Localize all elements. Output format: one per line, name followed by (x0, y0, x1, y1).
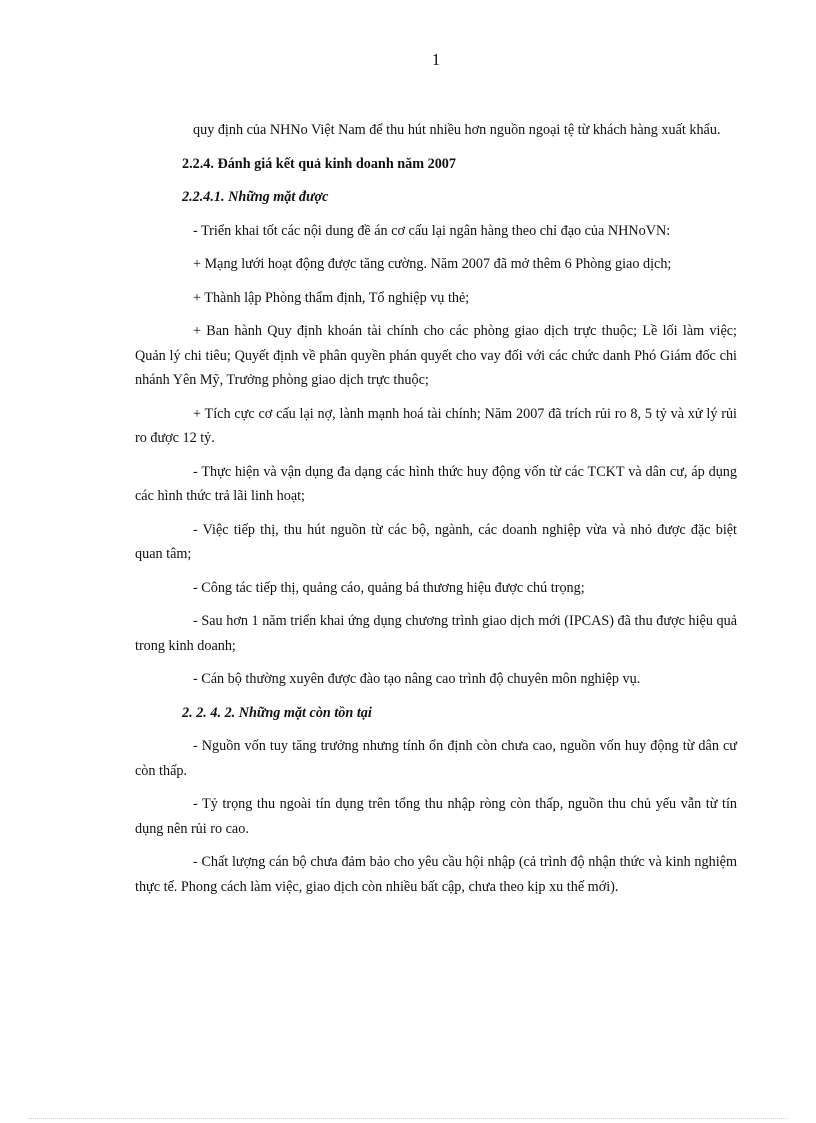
list-item: - Nguồn vốn tuy tăng trưởng nhưng tính ổn định còn chưa cao, nguồn vốn huy động từ dân cư còn thấp. (135, 738, 737, 779)
list-item: + Thành lập Phòng thẩm định, Tổ nghiệp vụ thẻ; (193, 289, 470, 306)
page-number: 1 (431, 50, 441, 69)
list-item: - Chất lượng cán bộ chưa đảm bảo cho yêu cầu hội nhập (cả trình độ nhận thức và kinh nghiệm thực tế. Phong cách làm việc, giao dịch còn nhiều bất cập, chưa theo kịp xu thế mới). (135, 854, 737, 895)
list-item: - Triển khai tốt các nội dung đề án cơ cấu lại ngân hàng theo chỉ đạo của NHNoVN: (193, 222, 671, 239)
list-item: - Cán bộ thường xuyên được đào tạo nâng cao trình độ chuyên môn nghiệp vụ. (193, 671, 641, 687)
list-item: + Ban hành Quy định khoán tài chính cho các phòng giao dịch trực thuộc; Lề lối làm việc; Quản lý chi tiêu; Quyết định về phân quyền phán quyết cho vay đối với các chức danh Phó Giám đốc chi nhánh Yên Mỹ, Trưởng phòng giao dịch trực thuộc; (135, 323, 737, 388)
page-bottom-divider (28, 1118, 788, 1119)
document-body (135, 118, 737, 899)
paragraph: quy định của NHNo Việt Nam để thu hút nhiều hơn nguồn ngoại tệ từ khách hàng xuất khẩu. (193, 122, 721, 138)
subsection-heading-weaknesses: 2. 2. 4. 2. Những mặt còn tồn tại (182, 704, 372, 721)
section-heading: 2.2.4. Đánh giá kết quả kinh doanh năm 2007 (182, 155, 456, 172)
list-item: - Việc tiếp thị, thu hút nguồn từ các bộ, ngành, các doanh nghiệp vừa và nhỏ được đặc biệt quan tâm; (135, 521, 737, 562)
list-item: - Công tác tiếp thị, quảng cáo, quảng bá thương hiệu được chú trọng; (193, 579, 585, 596)
subsection-heading-strengths: 2.2.4.1. Những mặt được (182, 189, 329, 205)
list-item: - Thực hiện và vận dụng đa dạng các hình thức huy động vốn từ các TCKT và dân cư, áp dụng các hình thức trả lãi linh hoạt; (135, 463, 737, 504)
list-item: + Tích cực cơ cấu lại nợ, lành mạnh hoá tài chính; Năm 2007 đã trích rủi ro 8, 5 tỷ và xử lý rủi ro được 12 tỷ. (135, 405, 737, 446)
list-item: - Tỷ trọng thu ngoài tín dụng trên tổng thu nhập ròng còn thấp, nguồn thu chủ yếu vẫn từ tín dụng nên rủi ro cao. (135, 796, 737, 837)
list-item: + Mạng lưới hoạt động được tăng cường. Năm 2007 đã mở thêm 6 Phòng giao dịch; (193, 256, 672, 272)
list-item: - Sau hơn 1 năm triển khai ứng dụng chương trình giao dịch mới (IPCAS) đã thu được hiệu quả trong kinh doanh; (135, 613, 737, 654)
